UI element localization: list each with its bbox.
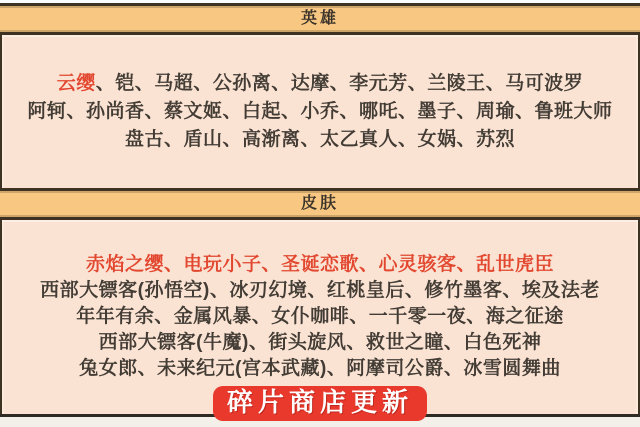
skin-names-highlighted: 赤焰之缨、电玩小子、圣诞恋歌、心灵骇客、乱世虎臣 xyxy=(85,254,554,275)
hero-names: 、铠、马超、公孙离、达摩、李元芳、兰陵王、马可波罗 xyxy=(95,72,584,94)
skins-section-title: 皮肤 xyxy=(300,195,339,212)
hero-names: 阿轲、孙尚香、蔡文姬、白起、小乔、哪吒、墨子、周瑜、鲁班大师 xyxy=(27,100,613,122)
section-header-heroes xyxy=(0,3,640,35)
skin-list-line xyxy=(99,330,542,356)
skin-names: 兔女郎、未来纪元(宫本武藏)、阿摩司公爵、冰雪圆舞曲 xyxy=(79,358,561,379)
fragment-shop-update-stamp: 碎片商店更新 xyxy=(213,386,427,421)
skin-list-line xyxy=(86,252,554,278)
hero-list-line xyxy=(57,70,584,98)
skin-list xyxy=(0,220,640,414)
skin-names: 西部大镖客(牛魔)、街头旋风、救世之瞳、白色死神 xyxy=(98,332,542,353)
heroes-section-title: 英雄 xyxy=(300,10,339,27)
hero-name-highlighted: 云缨 xyxy=(56,72,96,94)
skin-list-line xyxy=(76,304,564,330)
skin-list-line xyxy=(40,278,600,304)
skin-list-line xyxy=(79,356,561,382)
hero-list-line xyxy=(125,126,515,154)
skin-names: 年年有余、金属风暴、女仆咖啡、一千零一夜、海之征途 xyxy=(76,306,564,327)
hero-names: 盘古、盾山、高渐离、太乙真人、女娲、苏烈 xyxy=(124,128,515,150)
hero-list-line xyxy=(27,98,612,126)
hero-list xyxy=(0,35,640,188)
section-header-skins xyxy=(0,188,640,220)
skin-names: 西部大镖客(孙悟空)、冰刃幻境、红桃皇后、修竹墨客、埃及法老 xyxy=(40,280,600,301)
